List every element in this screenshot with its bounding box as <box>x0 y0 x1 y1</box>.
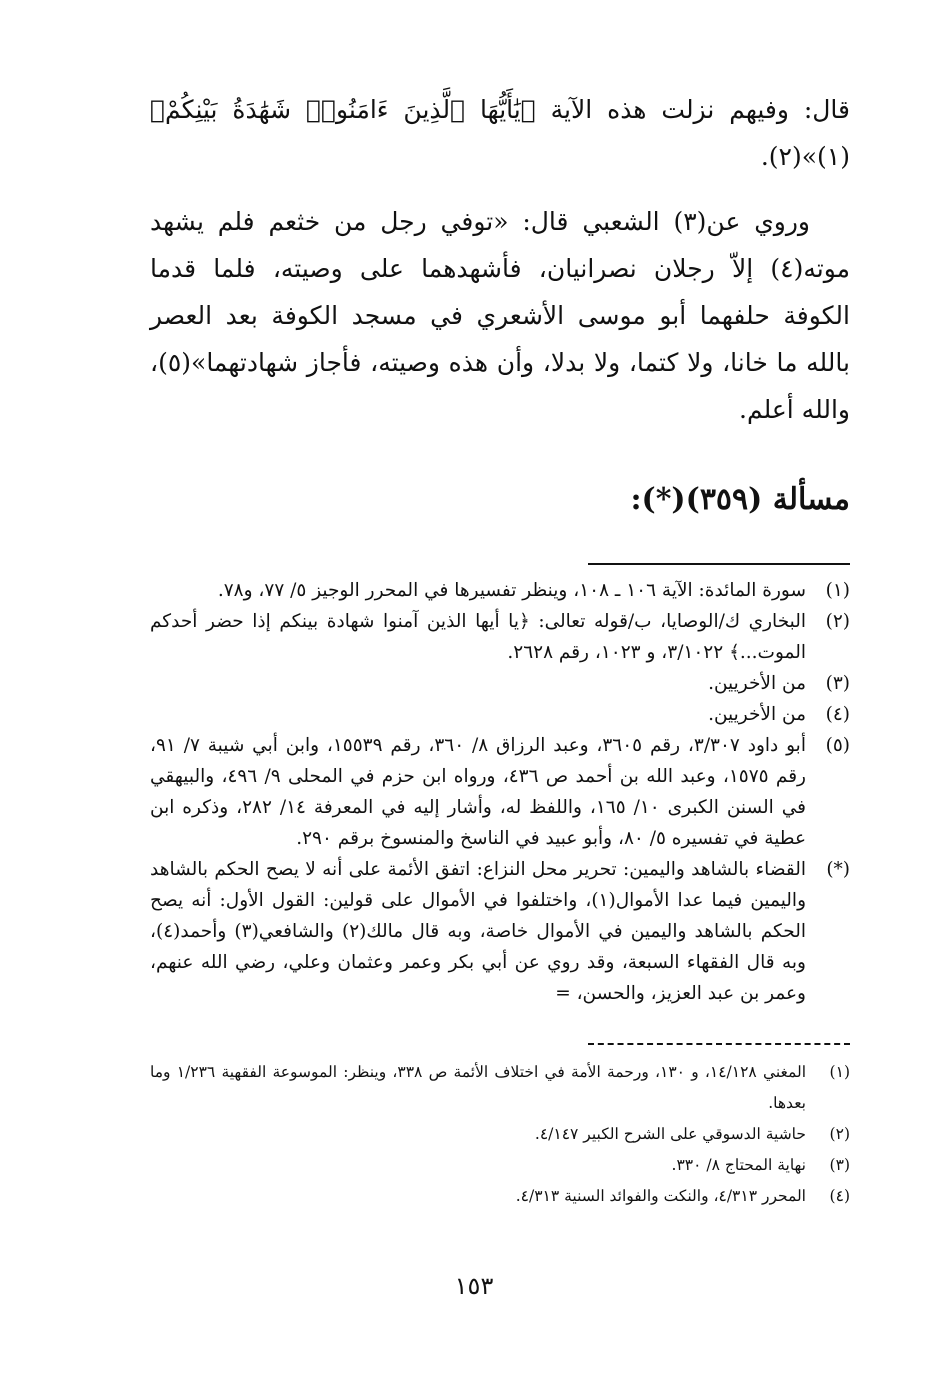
footnote-number: (٤) <box>825 704 850 725</box>
subfootnote-number: (١) <box>829 1063 850 1081</box>
footnote-text: أبو داود ٣/٣٠٧، رقم ٣٦٠٥، وعبد الرزاق ٨/ ٣٦٠، رقم ١٥٥٣٩، وابن أبي شيبة ٧/ ٩١، رقم ١٥٧٥، وعبد الله بن أحمد ص ٤٣٦، ورواه ابن حزم في المحلى ٩/ ٤٩٦، والبيهقي في السنن الكبرى ١٠/ ١٦٥، واللفظ له، وأشار إليه في المعرفة ١٤/ ٢٨٢، وذكره ابن عطية في تفسيره ٥/ ٨٠، وأبو عبيد في الناسخ والمنسوخ برقم ٢٩٠. <box>150 735 806 849</box>
footnote-item <box>150 575 850 606</box>
subfootnote-item <box>150 1150 850 1181</box>
subfootnote-text: نهاية المحتاج ٨/ ٣٣٠. <box>671 1156 806 1174</box>
subfootnote-number: (٤) <box>829 1187 850 1205</box>
subfootnote-text: المحرر ٤/٣١٣، والنكت والفوائد السنية ٤/٣١٣. <box>515 1187 806 1205</box>
footnote-item <box>150 668 850 699</box>
page-number: ١٥٣ <box>454 1272 494 1300</box>
footnote-number: (١) <box>825 580 850 601</box>
footnote-number: (*) <box>826 859 850 880</box>
subfootnote-text: حاشية الدسوقي على الشرح الكبير ٤/١٤٧. <box>534 1125 806 1143</box>
footnotes <box>150 575 850 1009</box>
footnote-separator <box>588 563 850 565</box>
footnote-number: (٣) <box>825 673 850 694</box>
footnote-text: من الأخريين. <box>708 704 806 725</box>
footnote-number: (٥) <box>825 735 850 756</box>
subfootnote-item <box>150 1057 850 1119</box>
footnote-item <box>150 730 850 854</box>
footnote-number: (٢) <box>825 611 850 632</box>
page-body <box>150 86 850 1356</box>
footnote-item <box>150 606 850 668</box>
subfootnote-number: (٣) <box>829 1156 850 1174</box>
footnote-text: سورة المائدة: الآية ١٠٦ ـ ١٠٨، وينظر تفسيرها في المحرر الوجيز ٥/ ٧٧، و٧٨. <box>217 580 806 601</box>
footnote-item <box>150 854 850 1009</box>
subfootnotes <box>150 1057 850 1212</box>
subfootnote-text: المغني ١٤/١٢٨، و ١٣٠، ورحمة الأمة في اختلاف الأئمة ص ٣٣٨، وينظر: الموسوعة الفقهية ١/٢٣٦ وما بعدها. <box>150 1063 807 1112</box>
main-paragraph-2: وروي عن(٣) الشعبي قال: «توفي رجل من خثعم فلم يشهد موته(٤) إلاّ رجلان نصرانيان، فأشهدهما على وصيته، فلما قدما الكوفة حلفهما أبو موسى الأشعري في مسجد الكوفة بعد العصر بالله ما خانا، ولا كتما، ولا بدلا، وأن هذه وصيته، فأجاز شهادتهما»(٥)، والله أعلم. <box>150 207 850 424</box>
subfootnote-item <box>150 1181 850 1212</box>
subfootnote-item <box>150 1119 850 1150</box>
footnote-text: القضاء بالشاهد واليمين: تحرير محل النزاع: اتفق الأئمة على أنه لا يصح الحكم بالشاهد واليمين فيما عدا الأموال(١)، واختلفوا في الأموال على قولين: القول الأول: أنه يصح الحكم بالشاهد واليمين في الأموال خاصة، وبه قال مالك(٢) والشافعي(٣) وأحمد(٤)، وبه قال الفقهاء السبعة، وقد روي عن أبي بكر وعمر وعثمان وعلي، رضي الله عنهم، وعمر بن عبد العزيز، والحسن، = <box>150 859 807 1004</box>
section-heading: مسألة (٣٥٩)(*): <box>630 482 850 517</box>
main-paragraph-1: قال: وفيهم نزلت هذه الآية ﴿يَٰأَيُّهَا ٱلَّذِينَ ءَامَنُوا۟ شَهَٰدَةُ بَيْنِكُمْ﴾(١)»(٢). <box>150 95 850 171</box>
subfootnote-separator <box>588 1043 850 1045</box>
footnote-text: من الأخريين. <box>708 673 806 694</box>
subfootnote-number: (٢) <box>829 1125 850 1143</box>
footnote-item <box>150 699 850 730</box>
footnote-text: البخاري ك/الوصايا، ب/قوله تعالى: ﴿يا أيها الذين آمنوا شهادة بينكم إذا حضر أحدكم الموت...﴾ ٣/١٠٢٢، و ١٠٢٣، رقم ٢٦٢٨. <box>150 611 806 663</box>
